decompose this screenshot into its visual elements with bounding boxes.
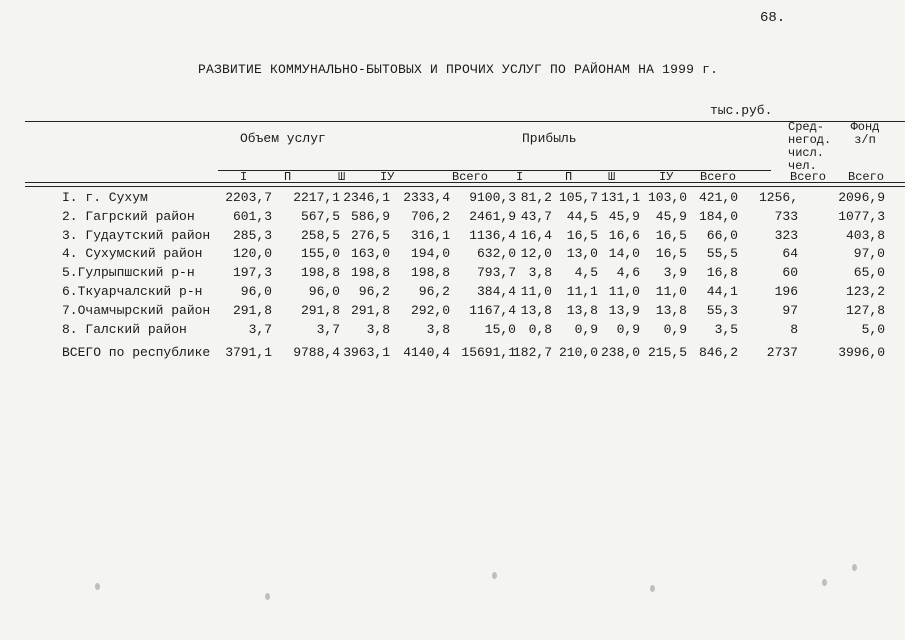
document-title: РАЗВИТИЕ КОММУНАЛЬНО-БЫТОВЫХ И ПРОЧИХ УСЛУГ ПО РАЙОНАМ НА 1999 г. [198,62,719,77]
table-cell: 215,5 [647,345,687,360]
table-cell: 155,0 [300,246,340,262]
table-cell: 2461,9 [469,208,516,224]
table-cell: 258,5 [300,227,340,243]
table-cell: 403,8 [845,227,885,243]
table-cell: 11,1 [566,284,598,299]
table-cell: 3963,1 [343,345,390,360]
table-cell: 2203,7 [225,190,272,205]
table-cell: 12,0 [520,246,552,262]
table-cell: 0,8 [528,321,552,337]
scan-speck [95,583,100,590]
sub-header-cell: IУ [659,170,674,184]
table-cell: 793,7 [476,265,516,281]
table-cell: 2346,1 [343,190,390,205]
table-cell: 65,0 [853,265,885,281]
scan-speck [650,585,655,592]
table-cell: 131,1 [600,190,640,205]
row-label: ВСЕГО по республике [62,345,211,360]
sub-header-cell: I [240,170,248,184]
page-number: 68. [760,10,786,26]
scan-speck [492,572,497,579]
table-cell: 632,0 [476,246,516,262]
sub-header-cell: IУ [380,170,395,184]
table-cell: 13,8 [520,302,552,318]
table-top-rule [25,121,905,122]
header-volume: Объем услуг [240,131,326,146]
table-cell: 81,2 [520,190,552,205]
table-cell: 2217,1 [293,190,340,205]
table-cell: 291,8 [350,302,390,318]
header-bottom-rule-2 [25,186,905,187]
table-cell: 44,1 [706,284,738,299]
table-cell: 11,0 [608,284,640,299]
table-cell: 123,2 [845,284,885,299]
table-cell: 3,8 [426,321,450,337]
table-cell: 3,8 [366,321,390,337]
table-cell: 182,7 [512,345,552,360]
table-cell: 16,5 [655,227,687,243]
table-cell: 197,3 [232,265,272,281]
table-cell: 16,8 [706,265,738,281]
row-label: 7.Очамчырский район [62,302,211,318]
table-cell: 4,6 [616,265,640,281]
table-cell: 1167,4 [469,302,516,318]
header-profit: Прибыль [522,131,577,146]
table-cell: 194,0 [410,246,450,262]
table-row [0,322,905,342]
table-cell: 45,9 [655,208,687,224]
table-cell: 3,7 [248,321,272,337]
table-cell: 14,0 [608,246,640,262]
row-label: I. г. Сухум [62,190,148,205]
sub-header-cell: Всего [700,170,737,184]
table-cell: 97 [782,302,798,318]
table-cell: 3791,1 [225,345,272,360]
table-cell: 11,0 [520,284,552,299]
header-wage-fund: Фонд з/п [850,120,880,147]
table-cell: 13,8 [655,302,687,318]
table-cell: 1256, [758,190,798,205]
table-cell: 96,0 [240,284,272,299]
sub-header-cell: Ш [608,170,616,184]
table-cell: 103,0 [647,190,687,205]
sub-header-cell: П [565,170,573,184]
table-cell: 421,0 [698,190,738,205]
table-cell: 9100,3 [469,190,516,205]
table-cell: 13,8 [566,302,598,318]
table-cell: 198,8 [410,265,450,281]
table-cell: 105,7 [558,190,598,205]
table-cell: 0,9 [574,321,598,337]
sub-header-cell: I [516,170,524,184]
table-cell: 276,5 [350,227,390,243]
table-cell: 1136,4 [469,227,516,243]
total-row [0,345,905,365]
table-cell: 43,7 [520,208,552,224]
scan-speck [265,593,270,600]
table-cell: 198,8 [300,265,340,281]
table-cell: 291,8 [232,302,272,318]
table-cell: 846,2 [698,345,738,360]
table-cell: 198,8 [350,265,390,281]
table-cell: 16,5 [655,246,687,262]
table-cell: 44,5 [566,208,598,224]
table-cell: 5,0 [861,321,885,337]
table-cell: 45,9 [608,208,640,224]
table-cell: 15691,1 [461,345,516,360]
table-cell: 210,0 [558,345,598,360]
table-cell: 97,0 [853,246,885,262]
table-row [0,190,905,210]
table-cell: 13,9 [608,302,640,318]
table-cell: 567,5 [300,208,340,224]
table-cell: 96,2 [418,284,450,299]
table-cell: 60 [782,265,798,281]
scan-speck [822,579,827,586]
table-cell: 3996,0 [838,345,885,360]
table-cell: 3,9 [663,265,687,281]
sub-header-cell: П [284,170,292,184]
table-row [0,228,905,248]
table-cell: 3,8 [528,265,552,281]
table-cell: 127,8 [845,302,885,318]
row-label: 2. Гагрский район [62,208,195,224]
table-cell: 291,8 [300,302,340,318]
table-cell: 292,0 [410,302,450,318]
row-label: 8. Галский район [62,321,187,337]
table-cell: 9788,4 [293,345,340,360]
table-cell: 16,5 [566,227,598,243]
table-cell: 196 [774,284,798,299]
table-cell: 15,0 [484,321,516,337]
subheader-rule [218,170,771,171]
table-cell: 96,2 [358,284,390,299]
table-cell: 0,9 [616,321,640,337]
row-label: 3. Гудаутский район [62,227,211,243]
table-cell: 96,0 [308,284,340,299]
sub-header-cell: Всего [848,170,885,184]
table-cell: 384,4 [476,284,516,299]
table-cell: 55,5 [706,246,738,262]
sub-header-cell: Всего [790,170,827,184]
table-cell: 3,7 [316,321,340,337]
table-row [0,209,905,229]
table-cell: 285,3 [232,227,272,243]
table-cell: 4,5 [574,265,598,281]
table-cell: 323 [774,227,798,243]
table-cell: 2333,4 [403,190,450,205]
row-label: 4. Сухумский район [62,246,203,262]
table-cell: 16,6 [608,227,640,243]
table-cell: 0,9 [663,321,687,337]
header-avg-count: Сред- негод. числ. чел. [788,120,832,173]
scan-speck [852,564,857,571]
table-cell: 706,2 [410,208,450,224]
table-cell: 55,3 [706,302,738,318]
row-label: 6.Ткуарчалский р-н [62,284,203,299]
units-label: тыс.руб. [710,103,773,118]
table-cell: 2737 [766,345,798,360]
table-cell: 8 [790,321,798,337]
table-cell: 184,0 [698,208,738,224]
table-cell: 316,1 [410,227,450,243]
table-cell: 16,4 [520,227,552,243]
table-row [0,246,905,266]
table-cell: 586,9 [350,208,390,224]
sub-header-cell: Всего [452,170,489,184]
table-cell: 733 [774,208,798,224]
table-cell: 11,0 [655,284,687,299]
table-cell: 1077,3 [838,208,885,224]
table-cell: 13,0 [566,246,598,262]
sub-header-cell: Ш [338,170,346,184]
table-cell: 3,5 [714,321,738,337]
table-row [0,284,905,304]
table-cell: 238,0 [600,345,640,360]
table-cell: 120,0 [232,246,272,262]
table-cell: 66,0 [706,227,738,243]
table-cell: 4140,4 [403,345,450,360]
row-label: 5.Гулрыпшский р-н [62,265,195,281]
table-cell: 601,3 [232,208,272,224]
table-row [0,265,905,285]
table-cell: 64 [782,246,798,262]
table-row [0,303,905,323]
table-cell: 163,0 [350,246,390,262]
table-cell: 2096,9 [838,190,885,205]
